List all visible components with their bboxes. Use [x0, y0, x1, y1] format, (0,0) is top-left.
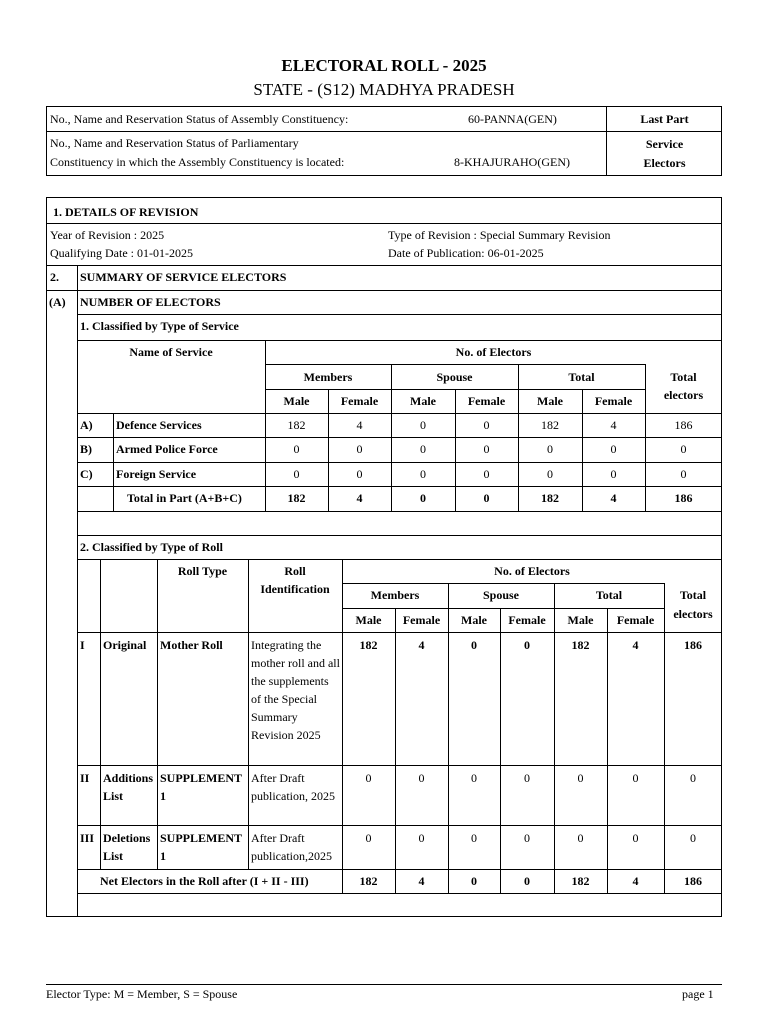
a-heading: NUMBER OF ELECTORS — [80, 295, 221, 309]
roll-value: 0 — [690, 771, 696, 785]
roll-value: 0 — [418, 831, 425, 845]
total-electors-header-2: electors — [673, 607, 713, 621]
service-total-value: 182 — [541, 491, 559, 505]
service-value: 0 — [356, 442, 363, 456]
service-value: 0 — [483, 418, 490, 432]
roll-kind: Original — [103, 638, 147, 652]
service-total-value: 0 — [420, 491, 426, 505]
service-label: Service — [645, 137, 684, 151]
roll-value: 0 — [524, 831, 530, 845]
pc-value: 8-KHAJURAHO(GEN) — [454, 155, 570, 169]
no-electors-header: No. of Electors — [494, 564, 570, 578]
service-name-header: Name of Service — [129, 345, 213, 359]
service-value: 182 — [287, 418, 306, 432]
spouse-header: Spouse — [436, 370, 473, 384]
publication-date: Date of Publication: 06-01-2025 — [388, 246, 544, 260]
revision-year: Year of Revision : 2025 — [50, 228, 165, 242]
roll-num: II — [80, 771, 90, 785]
pc-label-1: No., Name and Reservation Status of Parliamentary — [50, 136, 299, 150]
service-name: Foreign Service — [116, 467, 197, 481]
net-electors-value: 4 — [632, 874, 639, 888]
service-value: 0 — [547, 442, 553, 456]
service-total-value: 0 — [483, 491, 490, 505]
roll-value: 186 — [684, 638, 702, 652]
service-value: 0 — [420, 442, 426, 456]
roll-type: Mother Roll — [160, 638, 223, 652]
male-header: Male — [537, 394, 563, 408]
electors-label: Electors — [643, 156, 686, 170]
qualifying-date: Qualifying Date : 01-01-2025 — [50, 246, 193, 260]
roll-value: 182 — [571, 638, 590, 652]
net-electors-value: 182 — [359, 874, 378, 888]
roll-value: 182 — [359, 638, 378, 652]
total-electors-header-2: electors — [663, 388, 704, 402]
roll-type: SUPPLEMENT 1 — [160, 771, 242, 803]
service-value: 0 — [680, 467, 687, 481]
female-header: Female — [616, 613, 655, 627]
roll-type-header: Roll Type — [177, 564, 228, 578]
service-total-value: 4 — [356, 491, 363, 505]
roll-kind: Deletions List — [103, 831, 151, 863]
roll-value: 0 — [471, 638, 477, 652]
service-total-label: Total in Part (A+B+C) — [127, 491, 242, 505]
service-table-heading: 1. Classified by Type of Service — [80, 319, 239, 333]
female-header: Female — [467, 394, 506, 408]
male-header: Male — [355, 613, 382, 627]
service-total-value: 4 — [610, 491, 617, 505]
roll-value: 0 — [471, 771, 477, 785]
roll-value: 0 — [524, 771, 530, 785]
service-value: 0 — [610, 442, 617, 456]
revision-type: Type of Revision : Special Summary Revision — [388, 228, 611, 242]
net-electors-value: 0 — [471, 874, 477, 888]
roll-value: 0 — [632, 831, 639, 845]
service-value: 0 — [680, 442, 687, 456]
roll-value: 0 — [471, 831, 477, 845]
male-header: Male — [567, 613, 594, 627]
roll-num: I — [80, 638, 85, 652]
roll-value: 0 — [632, 771, 639, 785]
female-header: Female — [340, 394, 379, 408]
female-header: Female — [508, 613, 546, 627]
roll-value: 0 — [690, 831, 696, 845]
service-code: A) — [80, 418, 93, 432]
roll-type: SUPPLEMENT 1 — [160, 831, 242, 863]
net-electors-value: 182 — [571, 874, 590, 888]
male-header: Male — [461, 613, 487, 627]
roll-table-heading: 2. Classified by Type of Roll — [80, 540, 223, 554]
service-value: 0 — [483, 467, 490, 481]
pc-label-2: Constituency in which the Assembly Constituency is located: — [50, 155, 345, 169]
female-header: Female — [594, 394, 633, 408]
summary-heading: SUMMARY OF SERVICE ELECTORS — [80, 270, 287, 284]
revision-heading: 1. DETAILS OF REVISION — [53, 205, 199, 219]
service-value: 4 — [610, 418, 617, 432]
net-electors-label: Net Electors in the Roll after (I + II - III) — [100, 874, 309, 888]
service-value: 186 — [674, 418, 693, 432]
roll-value: 0 — [418, 771, 425, 785]
service-code: C) — [80, 467, 93, 481]
page-title: ELECTORAL ROLL - 2025 — [281, 56, 487, 75]
service-value: 182 — [541, 418, 559, 432]
service-total-value: 182 — [287, 491, 306, 505]
no-electors-header: No. of Electors — [455, 345, 532, 359]
roll-id-header-2: Identification — [260, 582, 330, 596]
ac-label: No., Name and Reservation Status of Assembly Constituency: — [50, 112, 349, 126]
summary-num: 2. — [50, 270, 59, 284]
a-label: (A) — [49, 295, 66, 309]
footer-legend: Elector Type: M = Member, S = Spouse — [46, 987, 238, 1001]
service-value: 0 — [420, 467, 426, 481]
roll-value: 0 — [365, 771, 372, 785]
roll-value: 4 — [418, 638, 425, 652]
service-value: 0 — [293, 442, 300, 456]
service-value: 0 — [547, 467, 553, 481]
service-value: 0 — [293, 467, 300, 481]
roll-value: 0 — [524, 638, 530, 652]
net-electors-value: 4 — [418, 874, 425, 888]
roll-num: III — [80, 831, 95, 845]
roll-value: 0 — [577, 771, 584, 785]
roll-value: 4 — [632, 638, 639, 652]
roll-value: 0 — [365, 831, 372, 845]
service-code: B) — [80, 442, 92, 456]
roll-identification: Integrating the mother roll and all the supplements of the Special Summary Revision 2025 — [251, 638, 340, 742]
service-name: Defence Services — [116, 418, 202, 432]
total-header: Total — [595, 588, 623, 602]
male-header: Male — [283, 394, 310, 408]
service-value: 0 — [483, 442, 490, 456]
total-electors-header: Total — [679, 588, 707, 602]
ac-value: 60-PANNA(GEN) — [468, 112, 557, 126]
page-number: page 1 — [682, 987, 714, 1001]
service-value: 0 — [356, 467, 363, 481]
roll-identification: After Draft publication,2025 — [251, 831, 332, 863]
members-header: Members — [303, 370, 353, 384]
service-total-value: 186 — [674, 491, 693, 505]
spouse-header: Spouse — [482, 588, 520, 602]
members-header: Members — [370, 588, 420, 602]
state-title: STATE - (S12) MADHYA PRADESH — [253, 80, 515, 99]
service-value: 0 — [420, 418, 426, 432]
net-electors-value: 0 — [524, 874, 530, 888]
total-header: Total — [568, 370, 595, 384]
male-header: Male — [410, 394, 436, 408]
total-electors-header: Total — [670, 370, 697, 384]
net-electors-value: 186 — [684, 874, 702, 888]
service-name: Armed Police Force — [116, 442, 218, 456]
roll-id-header: Roll — [284, 564, 306, 578]
service-value: 4 — [356, 418, 363, 432]
roll-value: 0 — [577, 831, 584, 845]
roll-identification: After Draft publication, 2025 — [251, 771, 335, 803]
roll-kind: Additions List — [103, 771, 154, 803]
service-value: 0 — [610, 467, 617, 481]
part-label: Last Part — [640, 112, 689, 126]
female-header: Female — [402, 613, 441, 627]
